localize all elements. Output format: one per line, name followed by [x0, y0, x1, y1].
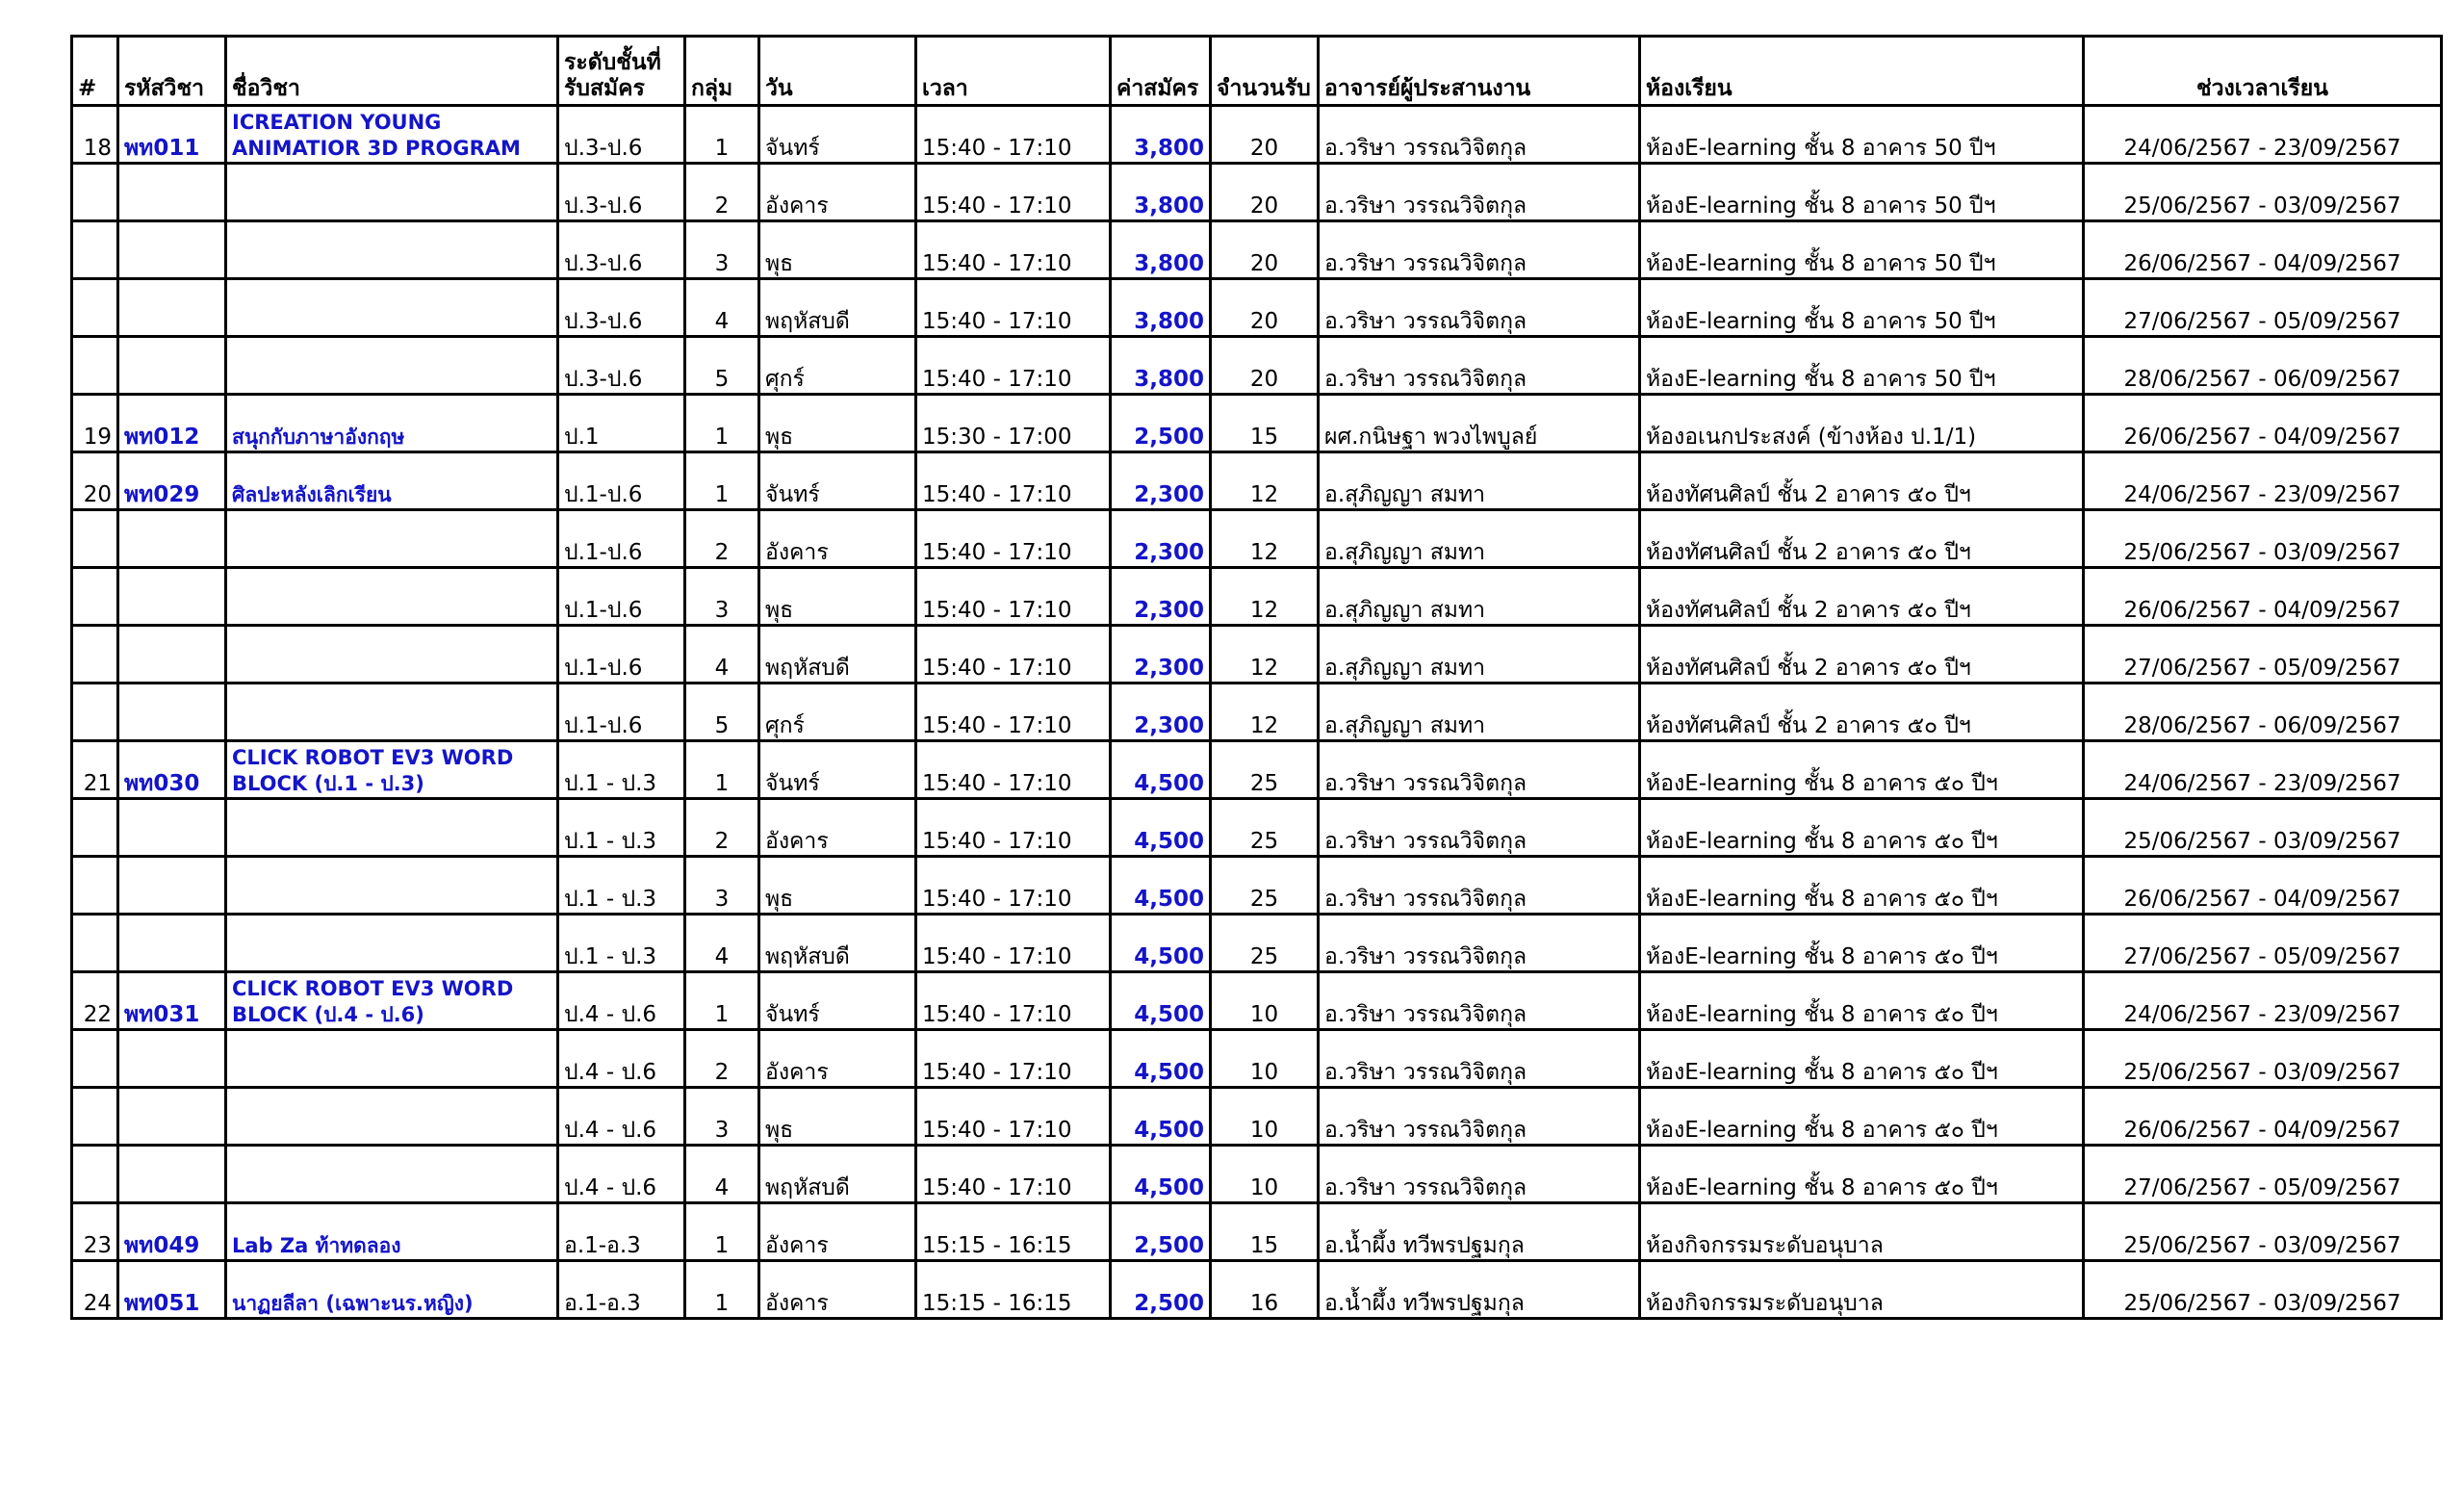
- weekday: อังคาร: [759, 510, 916, 568]
- study-period: 24/06/2567 - 23/09/2567: [2084, 106, 2442, 164]
- course-code: [118, 857, 226, 915]
- classroom: ห้องทัศนศิลป์ ชั้น 2 อาคาร ๕๐ ปีฯ: [1640, 568, 2084, 626]
- course-name: [226, 279, 558, 337]
- course-code: [118, 799, 226, 857]
- header-fee: ค่าสมัคร: [1111, 37, 1211, 106]
- course-code: พท049: [118, 1203, 226, 1261]
- group-number: 5: [685, 684, 759, 741]
- seat-count: 25: [1211, 799, 1319, 857]
- study-period: 26/06/2567 - 04/09/2567: [2084, 568, 2442, 626]
- class-time: 15:40 - 17:10: [916, 915, 1111, 972]
- classroom: ห้องE-learning ชั้น 8 อาคาร ๕๐ ปีฯ: [1640, 857, 2084, 915]
- group-number: 3: [685, 857, 759, 915]
- grade-level: ป.1-ป.6: [558, 568, 685, 626]
- study-period: 27/06/2567 - 05/09/2567: [2084, 626, 2442, 684]
- course-name: [226, 1146, 558, 1203]
- coordinator-name: อ.สุภิญญา สมทา: [1319, 684, 1640, 741]
- row-number: 22: [72, 972, 118, 1030]
- course-code: [118, 1088, 226, 1146]
- class-time: 15:40 - 17:10: [916, 452, 1111, 510]
- seat-count: 16: [1211, 1261, 1319, 1319]
- study-period: 28/06/2567 - 06/09/2567: [2084, 337, 2442, 395]
- group-number: 1: [685, 1261, 759, 1319]
- table-row: [72, 510, 2442, 568]
- classroom: ห้องE-learning ชั้น 8 อาคาร ๕๐ ปีฯ: [1640, 741, 2084, 799]
- course-name: สนุกกับภาษาอังกฤษ: [226, 395, 558, 452]
- group-number: 2: [685, 510, 759, 568]
- course-code: พท012: [118, 395, 226, 452]
- study-period: 27/06/2567 - 05/09/2567: [2084, 915, 2442, 972]
- header-time: เวลา: [916, 37, 1111, 106]
- course-code: พท011: [118, 106, 226, 164]
- study-period: 25/06/2567 - 03/09/2567: [2084, 1203, 2442, 1261]
- header-seats: จำนวนรับ: [1211, 37, 1319, 106]
- classroom: ห้องE-learning ชั้น 8 อาคาร ๕๐ ปีฯ: [1640, 1146, 2084, 1203]
- table-row: [72, 1146, 2442, 1203]
- weekday: พุธ: [759, 857, 916, 915]
- course-code: พท031: [118, 972, 226, 1030]
- study-period: 28/06/2567 - 06/09/2567: [2084, 684, 2442, 741]
- grade-level: ป.1-ป.6: [558, 626, 685, 684]
- study-period: 26/06/2567 - 04/09/2567: [2084, 1088, 2442, 1146]
- course-name: Lab Za ท้าทดลอง: [226, 1203, 558, 1261]
- fee-amount: 4,500: [1111, 972, 1211, 1030]
- coordinator-name: อ.วริษา วรรณวิจิตกุล: [1319, 221, 1640, 279]
- grade-level: ป.4 - ป.6: [558, 1030, 685, 1088]
- fee-amount: 2,500: [1111, 395, 1211, 452]
- study-period: 24/06/2567 - 23/09/2567: [2084, 452, 2442, 510]
- coordinator-name: อ.น้ำผึ้ง ทวีพรปฐมกุล: [1319, 1203, 1640, 1261]
- seat-count: 12: [1211, 510, 1319, 568]
- group-number: 3: [685, 1088, 759, 1146]
- row-number: [72, 568, 118, 626]
- classroom: ห้องE-learning ชั้น 8 อาคาร ๕๐ ปีฯ: [1640, 1030, 2084, 1088]
- study-period: 27/06/2567 - 05/09/2567: [2084, 279, 2442, 337]
- group-number: 3: [685, 221, 759, 279]
- class-time: 15:40 - 17:10: [916, 972, 1111, 1030]
- class-time: 15:40 - 17:10: [916, 510, 1111, 568]
- grade-level: อ.1-อ.3: [558, 1203, 685, 1261]
- row-number: 20: [72, 452, 118, 510]
- classroom: ห้องทัศนศิลป์ ชั้น 2 อาคาร ๕๐ ปีฯ: [1640, 510, 2084, 568]
- study-period: 25/06/2567 - 03/09/2567: [2084, 1030, 2442, 1088]
- coordinator-name: อ.วริษา วรรณวิจิตกุล: [1319, 1030, 1640, 1088]
- course-name: ศิลปะหลังเลิกเรียน: [226, 452, 558, 510]
- fee-amount: 3,800: [1111, 279, 1211, 337]
- row-number: [72, 221, 118, 279]
- table-row: [72, 1088, 2442, 1146]
- fee-amount: 4,500: [1111, 1088, 1211, 1146]
- class-time: 15:40 - 17:10: [916, 1088, 1111, 1146]
- group-number: 5: [685, 337, 759, 395]
- fee-amount: 4,500: [1111, 799, 1211, 857]
- grade-level: ป.1-ป.6: [558, 510, 685, 568]
- class-time: 15:40 - 17:10: [916, 279, 1111, 337]
- coordinator-name: อ.วริษา วรรณวิจิตกุล: [1319, 741, 1640, 799]
- class-time: 15:40 - 17:10: [916, 1146, 1111, 1203]
- grade-level: ป.3-ป.6: [558, 279, 685, 337]
- class-time: 15:40 - 17:10: [916, 568, 1111, 626]
- coordinator-name: อ.วริษา วรรณวิจิตกุล: [1319, 799, 1640, 857]
- fee-amount: 4,500: [1111, 741, 1211, 799]
- seat-count: 12: [1211, 568, 1319, 626]
- weekday: จันทร์: [759, 972, 916, 1030]
- header-name: ชื่อวิชา: [226, 37, 558, 106]
- table-row: [72, 741, 2442, 799]
- fee-amount: 2,500: [1111, 1203, 1211, 1261]
- table-row: [72, 452, 2442, 510]
- seat-count: 25: [1211, 857, 1319, 915]
- row-number: [72, 1030, 118, 1088]
- weekday: จันทร์: [759, 741, 916, 799]
- classroom: ห้องE-learning ชั้น 8 อาคาร ๕๐ ปีฯ: [1640, 915, 2084, 972]
- course-code: [118, 279, 226, 337]
- table-row: [72, 568, 2442, 626]
- grade-level: ป.1 - ป.3: [558, 799, 685, 857]
- weekday: อังคาร: [759, 799, 916, 857]
- classroom: ห้องE-learning ชั้น 8 อาคาร ๕๐ ปีฯ: [1640, 1088, 2084, 1146]
- group-number: 4: [685, 1146, 759, 1203]
- study-period: 25/06/2567 - 03/09/2567: [2084, 164, 2442, 221]
- weekday: จันทร์: [759, 106, 916, 164]
- course-code: [118, 1030, 226, 1088]
- class-time: 15:40 - 17:10: [916, 106, 1111, 164]
- weekday: พฤหัสบดี: [759, 626, 916, 684]
- group-number: 1: [685, 395, 759, 452]
- course-code: พท051: [118, 1261, 226, 1319]
- coordinator-name: อ.วริษา วรรณวิจิตกุล: [1319, 1088, 1640, 1146]
- header-room: ห้องเรียน: [1640, 37, 2084, 106]
- classroom: ห้องE-learning ชั้น 8 อาคาร 50 ปีฯ: [1640, 164, 2084, 221]
- fee-amount: 2,300: [1111, 510, 1211, 568]
- coordinator-name: อ.สุภิญญา สมทา: [1319, 626, 1640, 684]
- table-row: [72, 626, 2442, 684]
- header-group: กลุ่ม: [685, 37, 759, 106]
- course-code: [118, 568, 226, 626]
- classroom: ห้องอเนกประสงค์ (ข้างห้อง ป.1/1): [1640, 395, 2084, 452]
- course-name: [226, 568, 558, 626]
- course-name: ICREATION YOUNG ANIMATIOR 3D PROGRAM: [226, 106, 558, 164]
- header-level: ระดับชั้นที่ รับสมัคร: [558, 37, 685, 106]
- row-number: [72, 857, 118, 915]
- row-number: [72, 799, 118, 857]
- group-number: 2: [685, 799, 759, 857]
- header-period: ช่วงเวลาเรียน: [2084, 37, 2442, 106]
- weekday: อังคาร: [759, 164, 916, 221]
- header-code: รหัสวิชา: [118, 37, 226, 106]
- classroom: ห้องทัศนศิลป์ ชั้น 2 อาคาร ๕๐ ปีฯ: [1640, 452, 2084, 510]
- table-row: [72, 799, 2442, 857]
- fee-amount: 4,500: [1111, 1146, 1211, 1203]
- seat-count: 15: [1211, 1203, 1319, 1261]
- grade-level: ป.1: [558, 395, 685, 452]
- classroom: ห้องE-learning ชั้น 8 อาคาร ๕๐ ปีฯ: [1640, 972, 2084, 1030]
- coordinator-name: อ.วริษา วรรณวิจิตกุล: [1319, 857, 1640, 915]
- fee-amount: 3,800: [1111, 221, 1211, 279]
- class-time: 15:40 - 17:10: [916, 684, 1111, 741]
- seat-count: 10: [1211, 1146, 1319, 1203]
- study-period: 25/06/2567 - 03/09/2567: [2084, 1261, 2442, 1319]
- weekday: พุธ: [759, 221, 916, 279]
- weekday: จันทร์: [759, 452, 916, 510]
- study-period: 26/06/2567 - 04/09/2567: [2084, 857, 2442, 915]
- course-name: CLICK ROBOT EV3 WORD BLOCK (ป.1 - ป.3): [226, 741, 558, 799]
- fee-amount: 4,500: [1111, 1030, 1211, 1088]
- class-time: 15:40 - 17:10: [916, 741, 1111, 799]
- grade-level: ป.3-ป.6: [558, 106, 685, 164]
- coordinator-name: อ.วริษา วรรณวิจิตกุล: [1319, 337, 1640, 395]
- classroom: ห้องกิจกรรมระดับอนุบาล: [1640, 1203, 2084, 1261]
- study-period: 24/06/2567 - 23/09/2567: [2084, 741, 2442, 799]
- seat-count: 12: [1211, 626, 1319, 684]
- table-row: [72, 337, 2442, 395]
- row-number: [72, 684, 118, 741]
- seat-count: 20: [1211, 337, 1319, 395]
- seat-count: 25: [1211, 741, 1319, 799]
- grade-level: ป.4 - ป.6: [558, 1146, 685, 1203]
- course-code: [118, 684, 226, 741]
- course-name: [226, 510, 558, 568]
- group-number: 2: [685, 1030, 759, 1088]
- fee-amount: 3,800: [1111, 106, 1211, 164]
- coordinator-name: อ.วริษา วรรณวิจิตกุล: [1319, 972, 1640, 1030]
- fee-amount: 2,300: [1111, 684, 1211, 741]
- class-time: 15:40 - 17:10: [916, 1030, 1111, 1088]
- seat-count: 25: [1211, 915, 1319, 972]
- table-row: [72, 221, 2442, 279]
- course-name: [226, 915, 558, 972]
- grade-level: ป.1-ป.6: [558, 684, 685, 741]
- group-number: 1: [685, 741, 759, 799]
- group-number: 3: [685, 568, 759, 626]
- seat-count: 20: [1211, 106, 1319, 164]
- header-day: วัน: [759, 37, 916, 106]
- table-row: [72, 106, 2442, 164]
- row-number: 23: [72, 1203, 118, 1261]
- coordinator-name: อ.น้ำผึ้ง ทวีพรปฐมกุล: [1319, 1261, 1640, 1319]
- grade-level: ป.4 - ป.6: [558, 972, 685, 1030]
- study-period: 24/06/2567 - 23/09/2567: [2084, 972, 2442, 1030]
- grade-level: ป.1 - ป.3: [558, 857, 685, 915]
- course-code: [118, 164, 226, 221]
- row-number: [72, 1146, 118, 1203]
- course-name: [226, 684, 558, 741]
- course-code: [118, 221, 226, 279]
- header-row: [72, 37, 2442, 106]
- seat-count: 20: [1211, 279, 1319, 337]
- course-name: นาฏยลีลา (เฉพาะนร.หญิง): [226, 1261, 558, 1319]
- fee-amount: 2,300: [1111, 568, 1211, 626]
- coordinator-name: ผศ.กนิษฐา พวงไพบูลย์: [1319, 395, 1640, 452]
- course-code: [118, 337, 226, 395]
- classroom: ห้องE-learning ชั้น 8 อาคาร 50 ปีฯ: [1640, 337, 2084, 395]
- classroom: ห้องE-learning ชั้น 8 อาคาร ๕๐ ปีฯ: [1640, 799, 2084, 857]
- table-row: [72, 164, 2442, 221]
- course-name: [226, 626, 558, 684]
- class-time: 15:15 - 16:15: [916, 1261, 1111, 1319]
- classroom: ห้องE-learning ชั้น 8 อาคาร 50 ปีฯ: [1640, 106, 2084, 164]
- grade-level: ป.1 - ป.3: [558, 915, 685, 972]
- header-teacher: อาจารย์ผู้ประสานงาน: [1319, 37, 1640, 106]
- row-number: [72, 915, 118, 972]
- group-number: 1: [685, 1203, 759, 1261]
- table-row: [72, 972, 2442, 1030]
- classroom: ห้องกิจกรรมระดับอนุบาล: [1640, 1261, 2084, 1319]
- table-row: [72, 1030, 2442, 1088]
- row-number: [72, 337, 118, 395]
- fee-amount: 4,500: [1111, 857, 1211, 915]
- table-row: [72, 279, 2442, 337]
- seat-count: 20: [1211, 164, 1319, 221]
- classroom: ห้องE-learning ชั้น 8 อาคาร 50 ปีฯ: [1640, 279, 2084, 337]
- course-code: [118, 626, 226, 684]
- course-name: [226, 164, 558, 221]
- table-row: [72, 915, 2442, 972]
- row-number: 18: [72, 106, 118, 164]
- table-row: [72, 1203, 2442, 1261]
- seat-count: 10: [1211, 1088, 1319, 1146]
- coordinator-name: อ.สุภิญญา สมทา: [1319, 510, 1640, 568]
- coordinator-name: อ.สุภิญญา สมทา: [1319, 568, 1640, 626]
- weekday: พุธ: [759, 1088, 916, 1146]
- row-number: [72, 626, 118, 684]
- weekday: อังคาร: [759, 1030, 916, 1088]
- group-number: 1: [685, 972, 759, 1030]
- course-name: [226, 799, 558, 857]
- row-number: [72, 279, 118, 337]
- course-code: [118, 1146, 226, 1203]
- fee-amount: 3,800: [1111, 164, 1211, 221]
- class-time: 15:40 - 17:10: [916, 337, 1111, 395]
- course-code: [118, 915, 226, 972]
- class-time: 15:40 - 17:10: [916, 221, 1111, 279]
- course-name: [226, 857, 558, 915]
- weekday: พุธ: [759, 568, 916, 626]
- study-period: 25/06/2567 - 03/09/2567: [2084, 510, 2442, 568]
- group-number: 1: [685, 106, 759, 164]
- seat-count: 10: [1211, 972, 1319, 1030]
- class-time: 15:40 - 17:10: [916, 164, 1111, 221]
- row-number: [72, 510, 118, 568]
- seat-count: 10: [1211, 1030, 1319, 1088]
- class-time: 15:40 - 17:10: [916, 626, 1111, 684]
- class-time: 15:40 - 17:10: [916, 857, 1111, 915]
- row-number: 19: [72, 395, 118, 452]
- class-time: 15:15 - 16:15: [916, 1203, 1111, 1261]
- seat-count: 12: [1211, 684, 1319, 741]
- course-name: [226, 221, 558, 279]
- course-name: CLICK ROBOT EV3 WORD BLOCK (ป.4 - ป.6): [226, 972, 558, 1030]
- course-code: พท030: [118, 741, 226, 799]
- seat-count: 20: [1211, 221, 1319, 279]
- class-time: 15:40 - 17:10: [916, 799, 1111, 857]
- header-no: #: [72, 37, 118, 106]
- row-number: [72, 164, 118, 221]
- weekday: พฤหัสบดี: [759, 915, 916, 972]
- grade-level: ป.1-ป.6: [558, 452, 685, 510]
- row-number: 24: [72, 1261, 118, 1319]
- coordinator-name: อ.วริษา วรรณวิจิตกุล: [1319, 106, 1640, 164]
- course-code: [118, 510, 226, 568]
- grade-level: ป.1 - ป.3: [558, 741, 685, 799]
- grade-level: อ.1-อ.3: [558, 1261, 685, 1319]
- table-row: [72, 1261, 2442, 1319]
- course-schedule-table: [70, 35, 2443, 1320]
- weekday: ศุกร์: [759, 337, 916, 395]
- weekday: พุธ: [759, 395, 916, 452]
- grade-level: ป.3-ป.6: [558, 164, 685, 221]
- classroom: ห้องE-learning ชั้น 8 อาคาร 50 ปีฯ: [1640, 221, 2084, 279]
- coordinator-name: อ.วริษา วรรณวิจิตกุล: [1319, 1146, 1640, 1203]
- classroom: ห้องทัศนศิลป์ ชั้น 2 อาคาร ๕๐ ปีฯ: [1640, 684, 2084, 741]
- course-name: [226, 337, 558, 395]
- weekday: อังคาร: [759, 1261, 916, 1319]
- group-number: 1: [685, 452, 759, 510]
- table-row: [72, 395, 2442, 452]
- study-period: 26/06/2567 - 04/09/2567: [2084, 221, 2442, 279]
- weekday: อังคาร: [759, 1203, 916, 1261]
- course-code: พท029: [118, 452, 226, 510]
- weekday: พฤหัสบดี: [759, 279, 916, 337]
- course-name: [226, 1030, 558, 1088]
- coordinator-name: อ.สุภิญญา สมทา: [1319, 452, 1640, 510]
- fee-amount: 3,800: [1111, 337, 1211, 395]
- class-time: 15:30 - 17:00: [916, 395, 1111, 452]
- course-name: [226, 1088, 558, 1146]
- fee-amount: 4,500: [1111, 915, 1211, 972]
- study-period: 27/06/2567 - 05/09/2567: [2084, 1146, 2442, 1203]
- study-period: 26/06/2567 - 04/09/2567: [2084, 395, 2442, 452]
- group-number: 4: [685, 279, 759, 337]
- coordinator-name: อ.วริษา วรรณวิจิตกุล: [1319, 279, 1640, 337]
- weekday: ศุกร์: [759, 684, 916, 741]
- table-row: [72, 857, 2442, 915]
- grade-level: ป.4 - ป.6: [558, 1088, 685, 1146]
- table-row: [72, 684, 2442, 741]
- fee-amount: 2,500: [1111, 1261, 1211, 1319]
- weekday: พฤหัสบดี: [759, 1146, 916, 1203]
- classroom: ห้องทัศนศิลป์ ชั้น 2 อาคาร ๕๐ ปีฯ: [1640, 626, 2084, 684]
- seat-count: 12: [1211, 452, 1319, 510]
- group-number: 4: [685, 915, 759, 972]
- fee-amount: 2,300: [1111, 626, 1211, 684]
- study-period: 25/06/2567 - 03/09/2567: [2084, 799, 2442, 857]
- grade-level: ป.3-ป.6: [558, 337, 685, 395]
- row-number: 21: [72, 741, 118, 799]
- group-number: 4: [685, 626, 759, 684]
- coordinator-name: อ.วริษา วรรณวิจิตกุล: [1319, 915, 1640, 972]
- row-number: [72, 1088, 118, 1146]
- coordinator-name: อ.วริษา วรรณวิจิตกุล: [1319, 164, 1640, 221]
- grade-level: ป.3-ป.6: [558, 221, 685, 279]
- seat-count: 15: [1211, 395, 1319, 452]
- fee-amount: 2,300: [1111, 452, 1211, 510]
- group-number: 2: [685, 164, 759, 221]
